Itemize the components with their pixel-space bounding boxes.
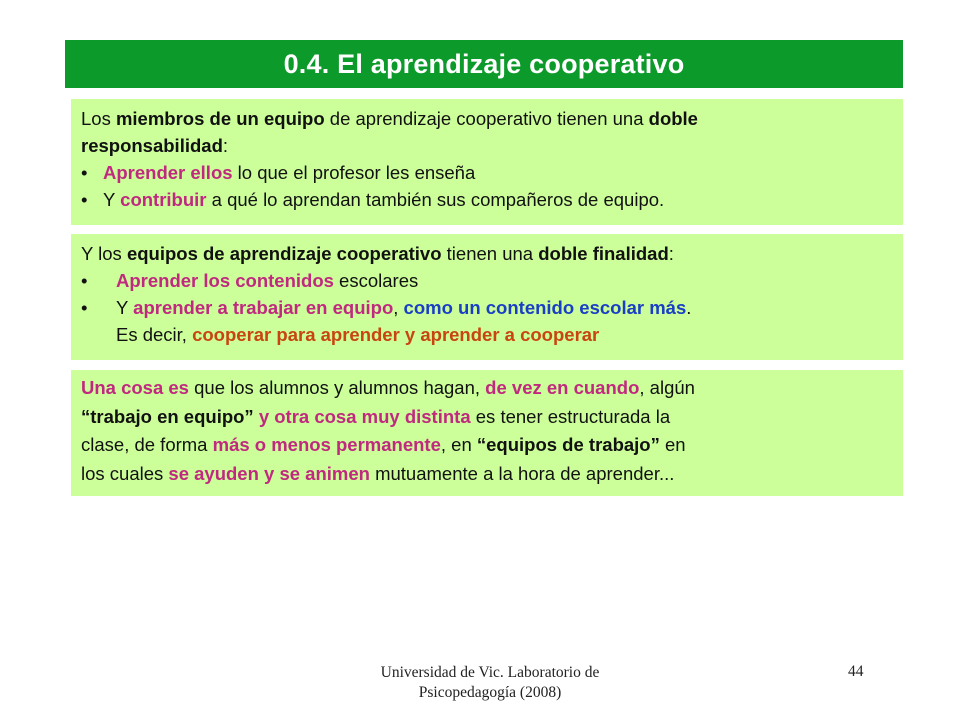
comparison-box [71,370,903,496]
box3-line-4: los cuales se ayuden y se animen mutuamente a la hora de aprender... [81,462,675,484]
slide-title: 0.4. El aprendizaje cooperativo [65,40,903,88]
page-number: 44 [848,663,864,680]
box2-line-1: Y los equipos de aprendizaje cooperativo tienen una doble finalidad: [81,243,674,264]
box1-line-1: Los miembros de un equipo de aprendizaje cooperativo tienen una doble [81,108,698,129]
list-item: • Y contribuir a qué lo aprendan también sus compañeros de equipo. [81,186,893,213]
box2-line-4: Es decir, cooperar para aprender y aprender a cooperar [116,324,600,345]
box3-line-2: “trabajo en equipo” y otra cosa muy distinta es tener estructurada la [81,405,671,427]
box3-line-1: Una cosa es que los alumnos y alumnos hagan, de vez en cuando, algún [81,377,695,398]
footer-line-1: Universidad de Vic. Laboratorio de [380,664,600,681]
list-item: • Y aprender a trabajar en equipo, como un contenido escolar más. [81,294,893,321]
footer-credit [330,663,650,703]
bullet-icon: • [81,297,88,318]
list-item: • Aprender los contenidos escolares [81,267,893,294]
bullet-icon: • [81,270,88,291]
bullet-icon: • [81,162,88,183]
responsibility-box [71,99,903,225]
list-item: • Aprender ellos lo que el profesor les enseña [81,159,893,186]
box1-line-2: responsabilidad: [81,135,229,156]
box3-line-3: clase, de forma más o menos permanente, en “equipos de trabajo” en [81,434,686,455]
purpose-box [71,234,903,360]
bullet-icon: • [81,189,88,210]
footer-line-2: Psicopedagogía (2008) [418,684,562,701]
